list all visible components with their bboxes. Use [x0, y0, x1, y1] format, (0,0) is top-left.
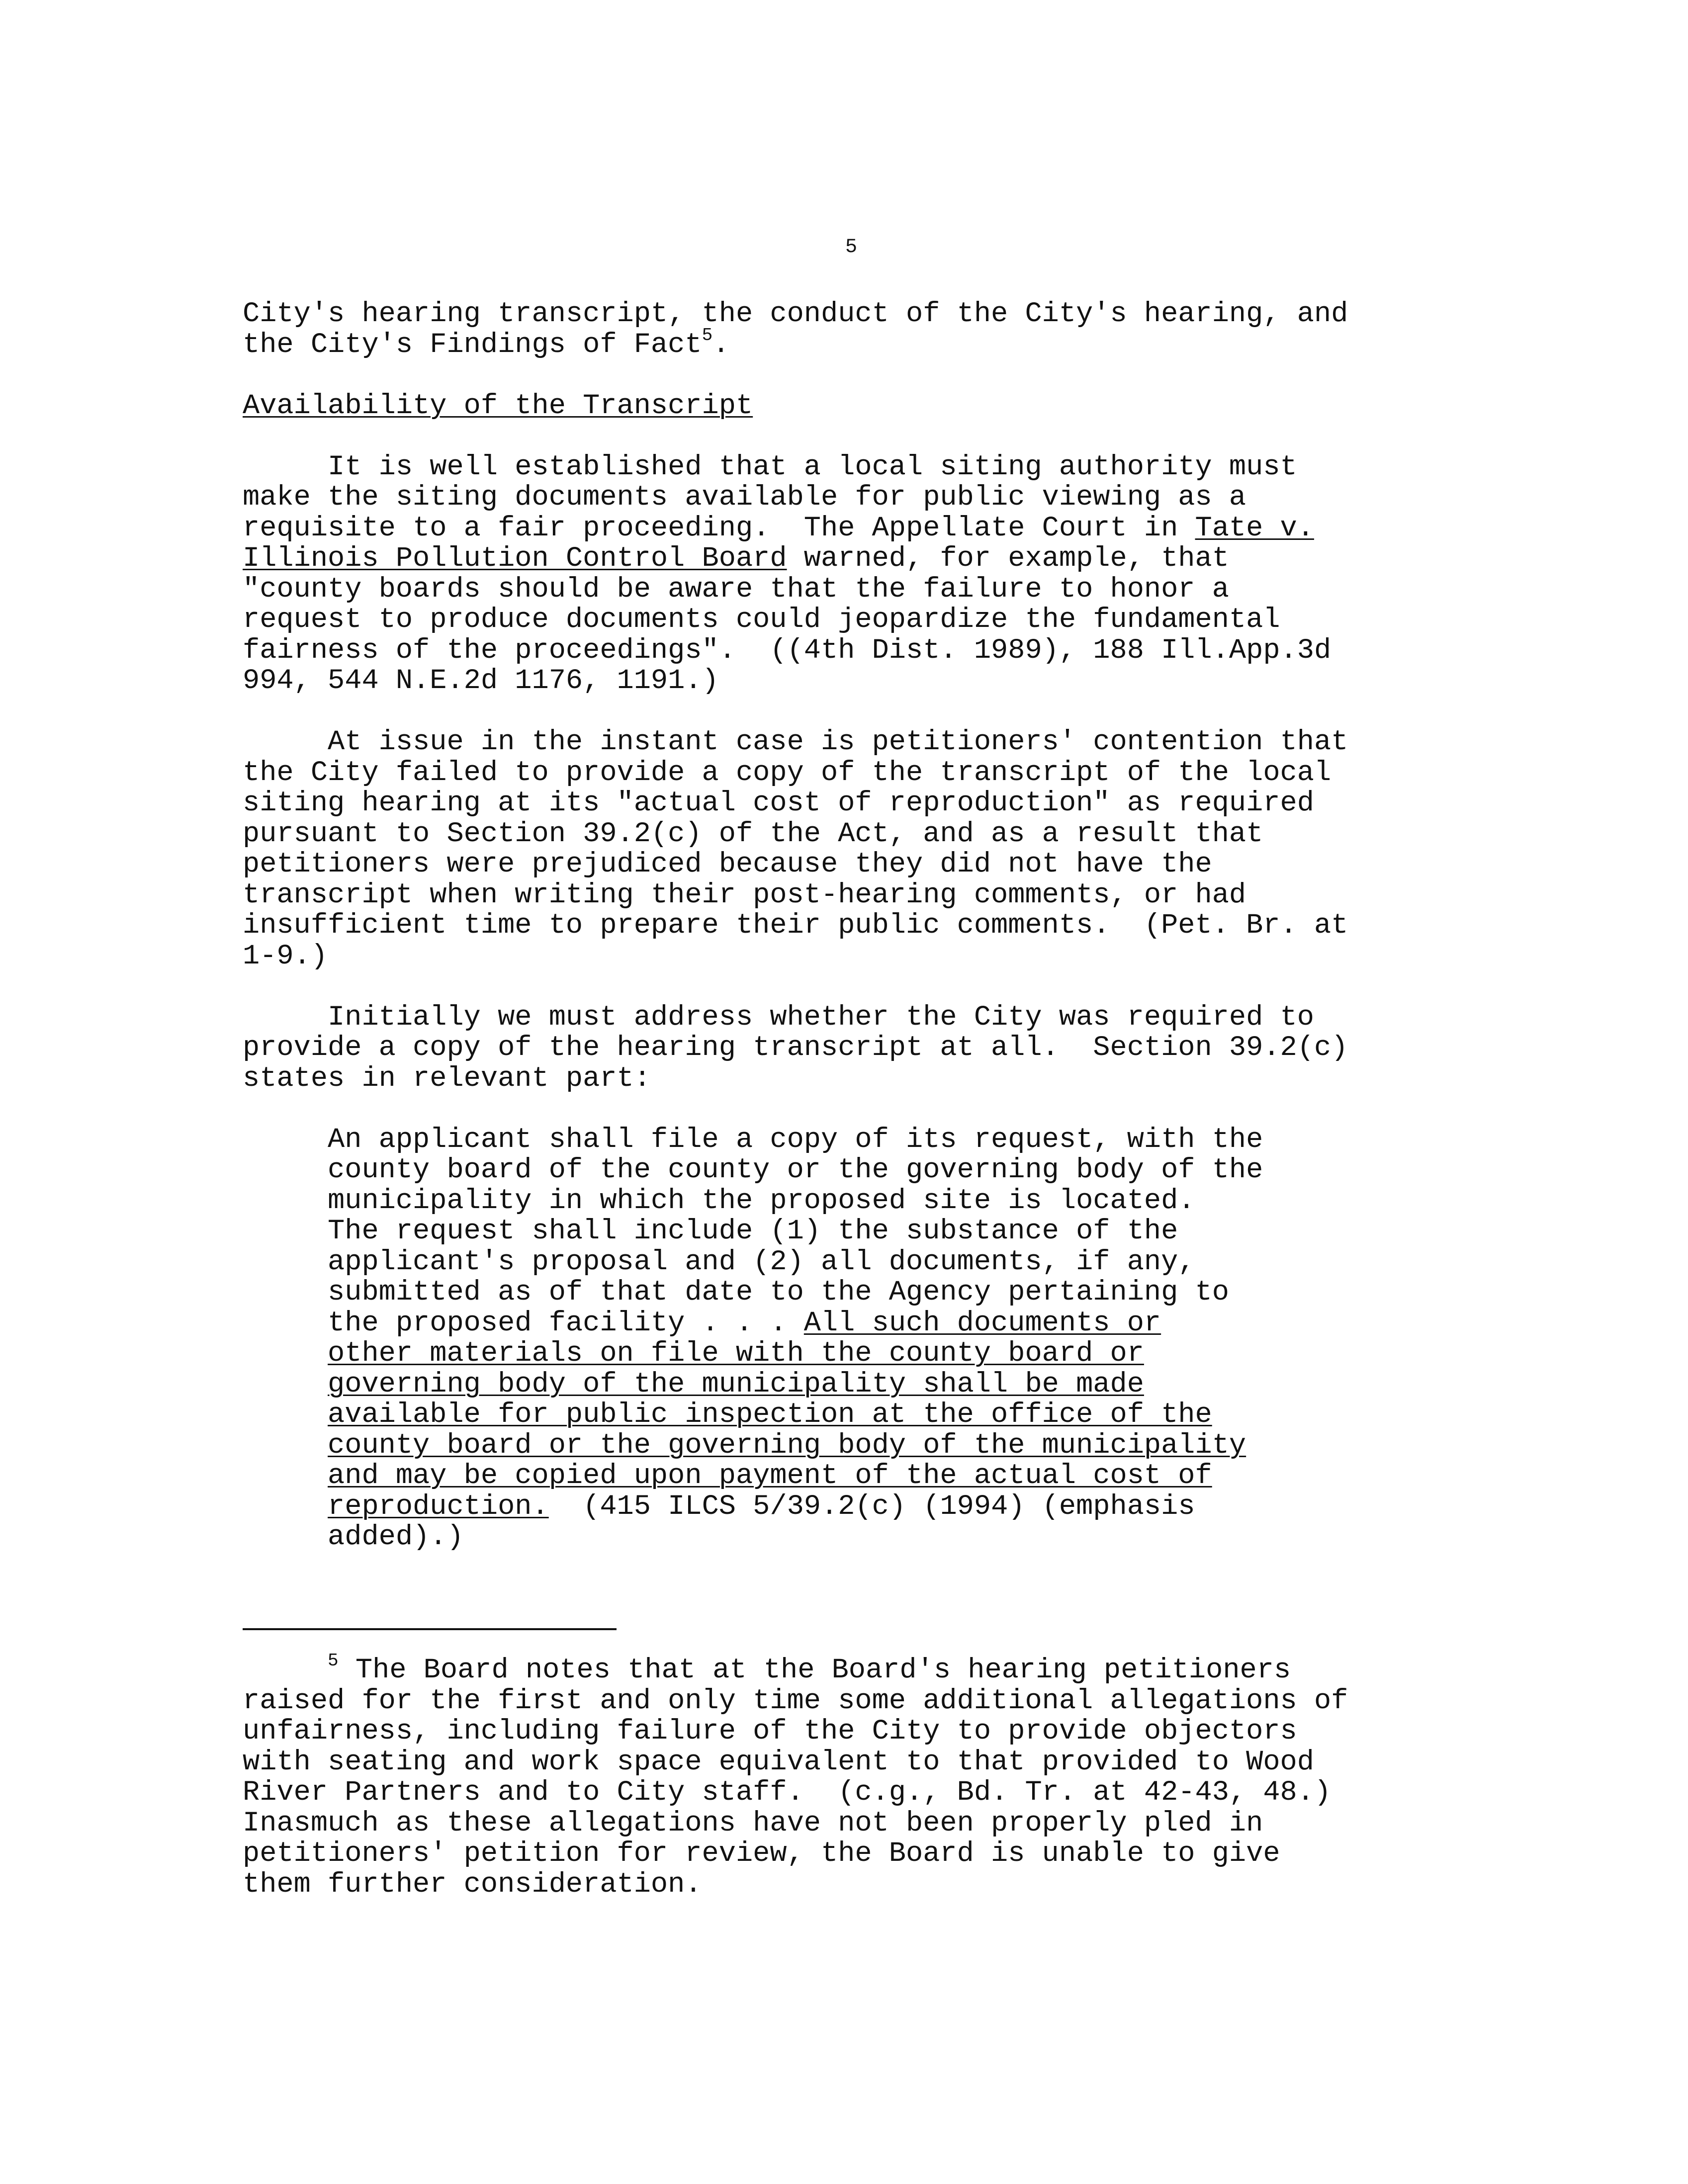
quote-line: county board of the county or the governing body of the	[243, 1154, 1263, 1186]
text-span: The Board notes that at the Board's hearing petitioners	[338, 1655, 1291, 1686]
quote-line: The request shall include (1) the substance of the	[243, 1216, 1178, 1247]
emphasized-text: and may be copied upon payment of the actual cost of	[328, 1460, 1212, 1492]
footnote-divider	[243, 1628, 617, 1630]
footnote-reference[interactable]: 5	[702, 325, 713, 346]
text-line: insufficient time to prepare their public comments. (Pet. Br. at	[243, 910, 1348, 942]
quote-line: municipality in which the proposed site is located.	[243, 1185, 1195, 1217]
section-heading	[243, 391, 1476, 422]
text-line: City's hearing transcript, the conduct of the City's hearing, and	[243, 298, 1348, 330]
footnote-line: unfairness, including failure of the City to provide objectors	[243, 1716, 1297, 1747]
indent	[243, 1399, 328, 1431]
footnote-line: River Partners and to City staff. (c.g., Bd. Tr. at 42-43, 48.)	[243, 1777, 1332, 1809]
text-line: Initially we must address whether the City was required to	[243, 1001, 1314, 1034]
indent	[243, 1460, 328, 1492]
case-citation: Tate v.	[1195, 512, 1314, 544]
text-line: fairness of the proceedings". ((4th Dist. 1989), 188 Ill.App.3d	[243, 634, 1332, 667]
section-heading-text: Availability of the Transcript	[243, 390, 753, 422]
paragraph-gap	[243, 1094, 1476, 1125]
paragraph-gap	[243, 422, 1476, 452]
footnote-line	[243, 1651, 1476, 1686]
text-line	[243, 514, 1476, 544]
text-line	[243, 325, 1476, 361]
emphasized-text: available for public inspection at the office of the	[328, 1399, 1212, 1431]
quote-line	[243, 1339, 1476, 1370]
footnote-line: petitioners' petition for review, the Board is unable to give	[243, 1838, 1280, 1870]
text-line: At issue in the instant case is petitioners' contention that	[243, 726, 1348, 758]
footnote-line: with seating and work space equivalent to that provided to Wood	[243, 1746, 1314, 1778]
emphasized-text: All such documents or	[803, 1307, 1161, 1339]
indent	[243, 1430, 328, 1462]
quote-line: applicant's proposal and (2) all documents, if any,	[243, 1246, 1195, 1278]
quote-line: added).)	[243, 1521, 464, 1553]
text-line: states in relevant part:	[243, 1062, 651, 1095]
quote-line	[243, 1431, 1476, 1462]
emphasized-text: reproduction.	[328, 1490, 549, 1523]
text-line: petitioners were prejudiced because they did not have the	[243, 849, 1212, 880]
page-number: 5	[845, 236, 858, 259]
text-line	[243, 544, 1476, 575]
emphasized-text: governing body of the municipality shall be made	[328, 1368, 1144, 1400]
text-line: 1-9.)	[243, 940, 328, 972]
text-span: .	[712, 329, 730, 361]
text-line: siting hearing at its "actual cost of reproduction" as required	[243, 787, 1314, 819]
footnote-marker: 5	[328, 1651, 339, 1671]
text-line: provide a copy of the hearing transcript at all. Section 39.2(c)	[243, 1032, 1348, 1064]
text-span: (415 ILCS 5/39.2(c) (1994) (emphasis	[548, 1490, 1195, 1523]
footnote-line: them further consideration.	[243, 1868, 702, 1901]
paragraph-gap	[243, 360, 1476, 391]
paragraph-gap	[243, 697, 1476, 728]
emphasized-text: county board or the governing body of the municipality	[328, 1429, 1246, 1462]
indent	[243, 1338, 328, 1370]
text-span: requisite to a fair proceeding. The Appellate Court in	[243, 512, 1195, 544]
text-span: the proposed facility . . .	[243, 1307, 804, 1339]
indent	[243, 1655, 328, 1686]
quote-line	[243, 1400, 1476, 1431]
text-line: make the siting documents available for public viewing as a	[243, 482, 1246, 514]
footnote-line: raised for the first and only time some additional allegations of	[243, 1685, 1348, 1717]
text-line: request to produce documents could jeopardize the fundamental	[243, 604, 1280, 636]
quote-line: An applicant shall file a copy of its request, with the	[243, 1124, 1263, 1156]
emphasized-text: other materials on file with the county board or	[328, 1338, 1144, 1370]
quote-line	[243, 1370, 1476, 1400]
indent	[243, 1369, 328, 1400]
text-line: pursuant to Section 39.2(c) of the Act, and as a result that	[243, 818, 1263, 850]
paragraph-gap	[243, 972, 1476, 1003]
footnote	[243, 1651, 1476, 1901]
text-line: "county boards should be aware that the failure to honor a	[243, 573, 1229, 606]
quote-line	[243, 1309, 1476, 1339]
body-text	[243, 299, 1476, 1553]
text-line: 994, 544 N.E.2d 1176, 1191.)	[243, 665, 719, 697]
indent	[243, 1491, 328, 1523]
text-span: warned, for example, that	[787, 543, 1229, 575]
text-span: the City's Findings of Fact	[243, 329, 702, 361]
text-line: the City failed to provide a copy of the transcript of the local	[243, 757, 1332, 789]
case-citation: Illinois Pollution Control Board	[243, 543, 787, 575]
footnote-line: Inasmuch as these allegations have not been properly pled in	[243, 1807, 1263, 1839]
text-line: It is well established that a local siting authority must	[243, 451, 1297, 483]
quote-line: submitted as of that date to the Agency pertaining to	[243, 1277, 1229, 1309]
quote-line	[243, 1492, 1476, 1523]
text-line: transcript when writing their post-hearing comments, or had	[243, 879, 1246, 911]
quote-line	[243, 1461, 1476, 1492]
